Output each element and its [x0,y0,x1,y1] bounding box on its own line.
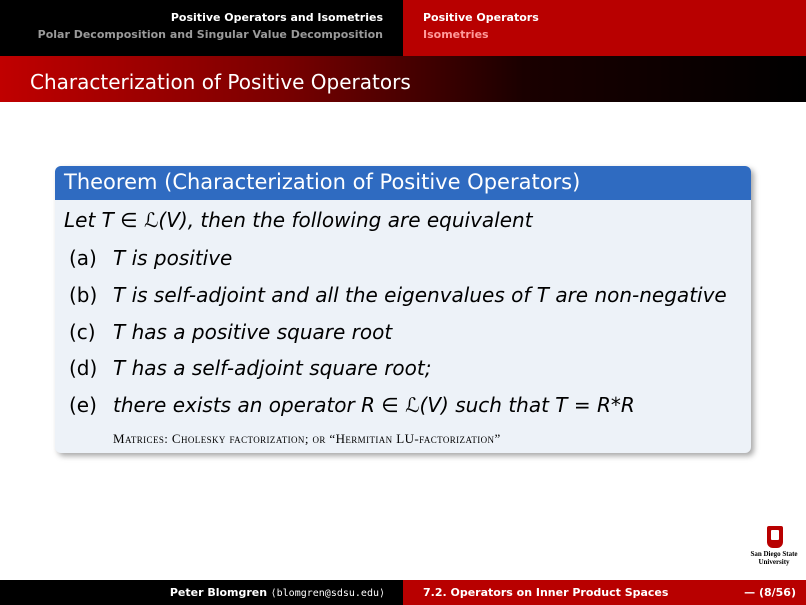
logo-text-line2: University [758,558,790,566]
theorem-item-d [69,356,431,380]
theorem-item-e [69,393,635,417]
footer-author [170,586,385,599]
author-email: ⟨blomgren@sdsu.edu⟩ [270,588,385,599]
logo-mark-icon [767,526,783,548]
item-label: (d) [69,356,98,380]
theorem-note: Matrices: Cholesky factorization; or “Hermitian LU-factorization” [113,431,501,446]
theorem-item-a [69,246,232,270]
item-label: (a) [69,246,97,270]
theorem-header [55,166,751,200]
theorem-block [55,166,751,453]
frame-title-bar [0,56,806,102]
header-sections-bar [0,0,403,56]
item-text: T has a positive square root [113,320,393,344]
item-text: there exists an operator R ∈ ℒ(V) such that T = R*R [113,393,635,417]
logo-text-line1: San Diego State [750,550,798,558]
item-label: (b) [69,283,98,307]
item-text: T is self-adjoint and all the eigenvalues of T are non-negative [113,283,727,307]
footer-author-bar [0,580,403,605]
theorem-title: Theorem (Characterization of Positive Operators) [64,170,581,194]
item-label: (e) [69,393,97,417]
theorem-intro: Let T ∈ ℒ(V), then the following are equivalent [64,208,533,232]
footer-section[interactable]: 7.2. Operators on Inner Product Spaces [423,586,669,599]
header-subsections-bar [403,0,806,56]
author-name: Peter Blomgren [169,586,268,599]
nav-subsection-next[interactable]: Isometries [423,28,489,41]
theorem-item-c [69,320,392,344]
nav-section-current[interactable]: Positive Operators and Isometries [170,11,383,24]
item-text: T has a self-adjoint square root; [113,356,432,380]
nav-section-next[interactable]: Polar Decomposition and Singular Value Decomposition [37,28,383,41]
nav-subsection-current[interactable]: Positive Operators [423,11,539,24]
theorem-item-b [69,283,727,307]
footer-page-number: — (8/56) [744,586,796,599]
university-logo [744,526,804,568]
footer-section-bar [403,580,806,605]
item-label: (c) [69,320,96,344]
item-text: T is positive [113,246,233,270]
frame-title: Characterization of Positive Operators [30,70,411,94]
